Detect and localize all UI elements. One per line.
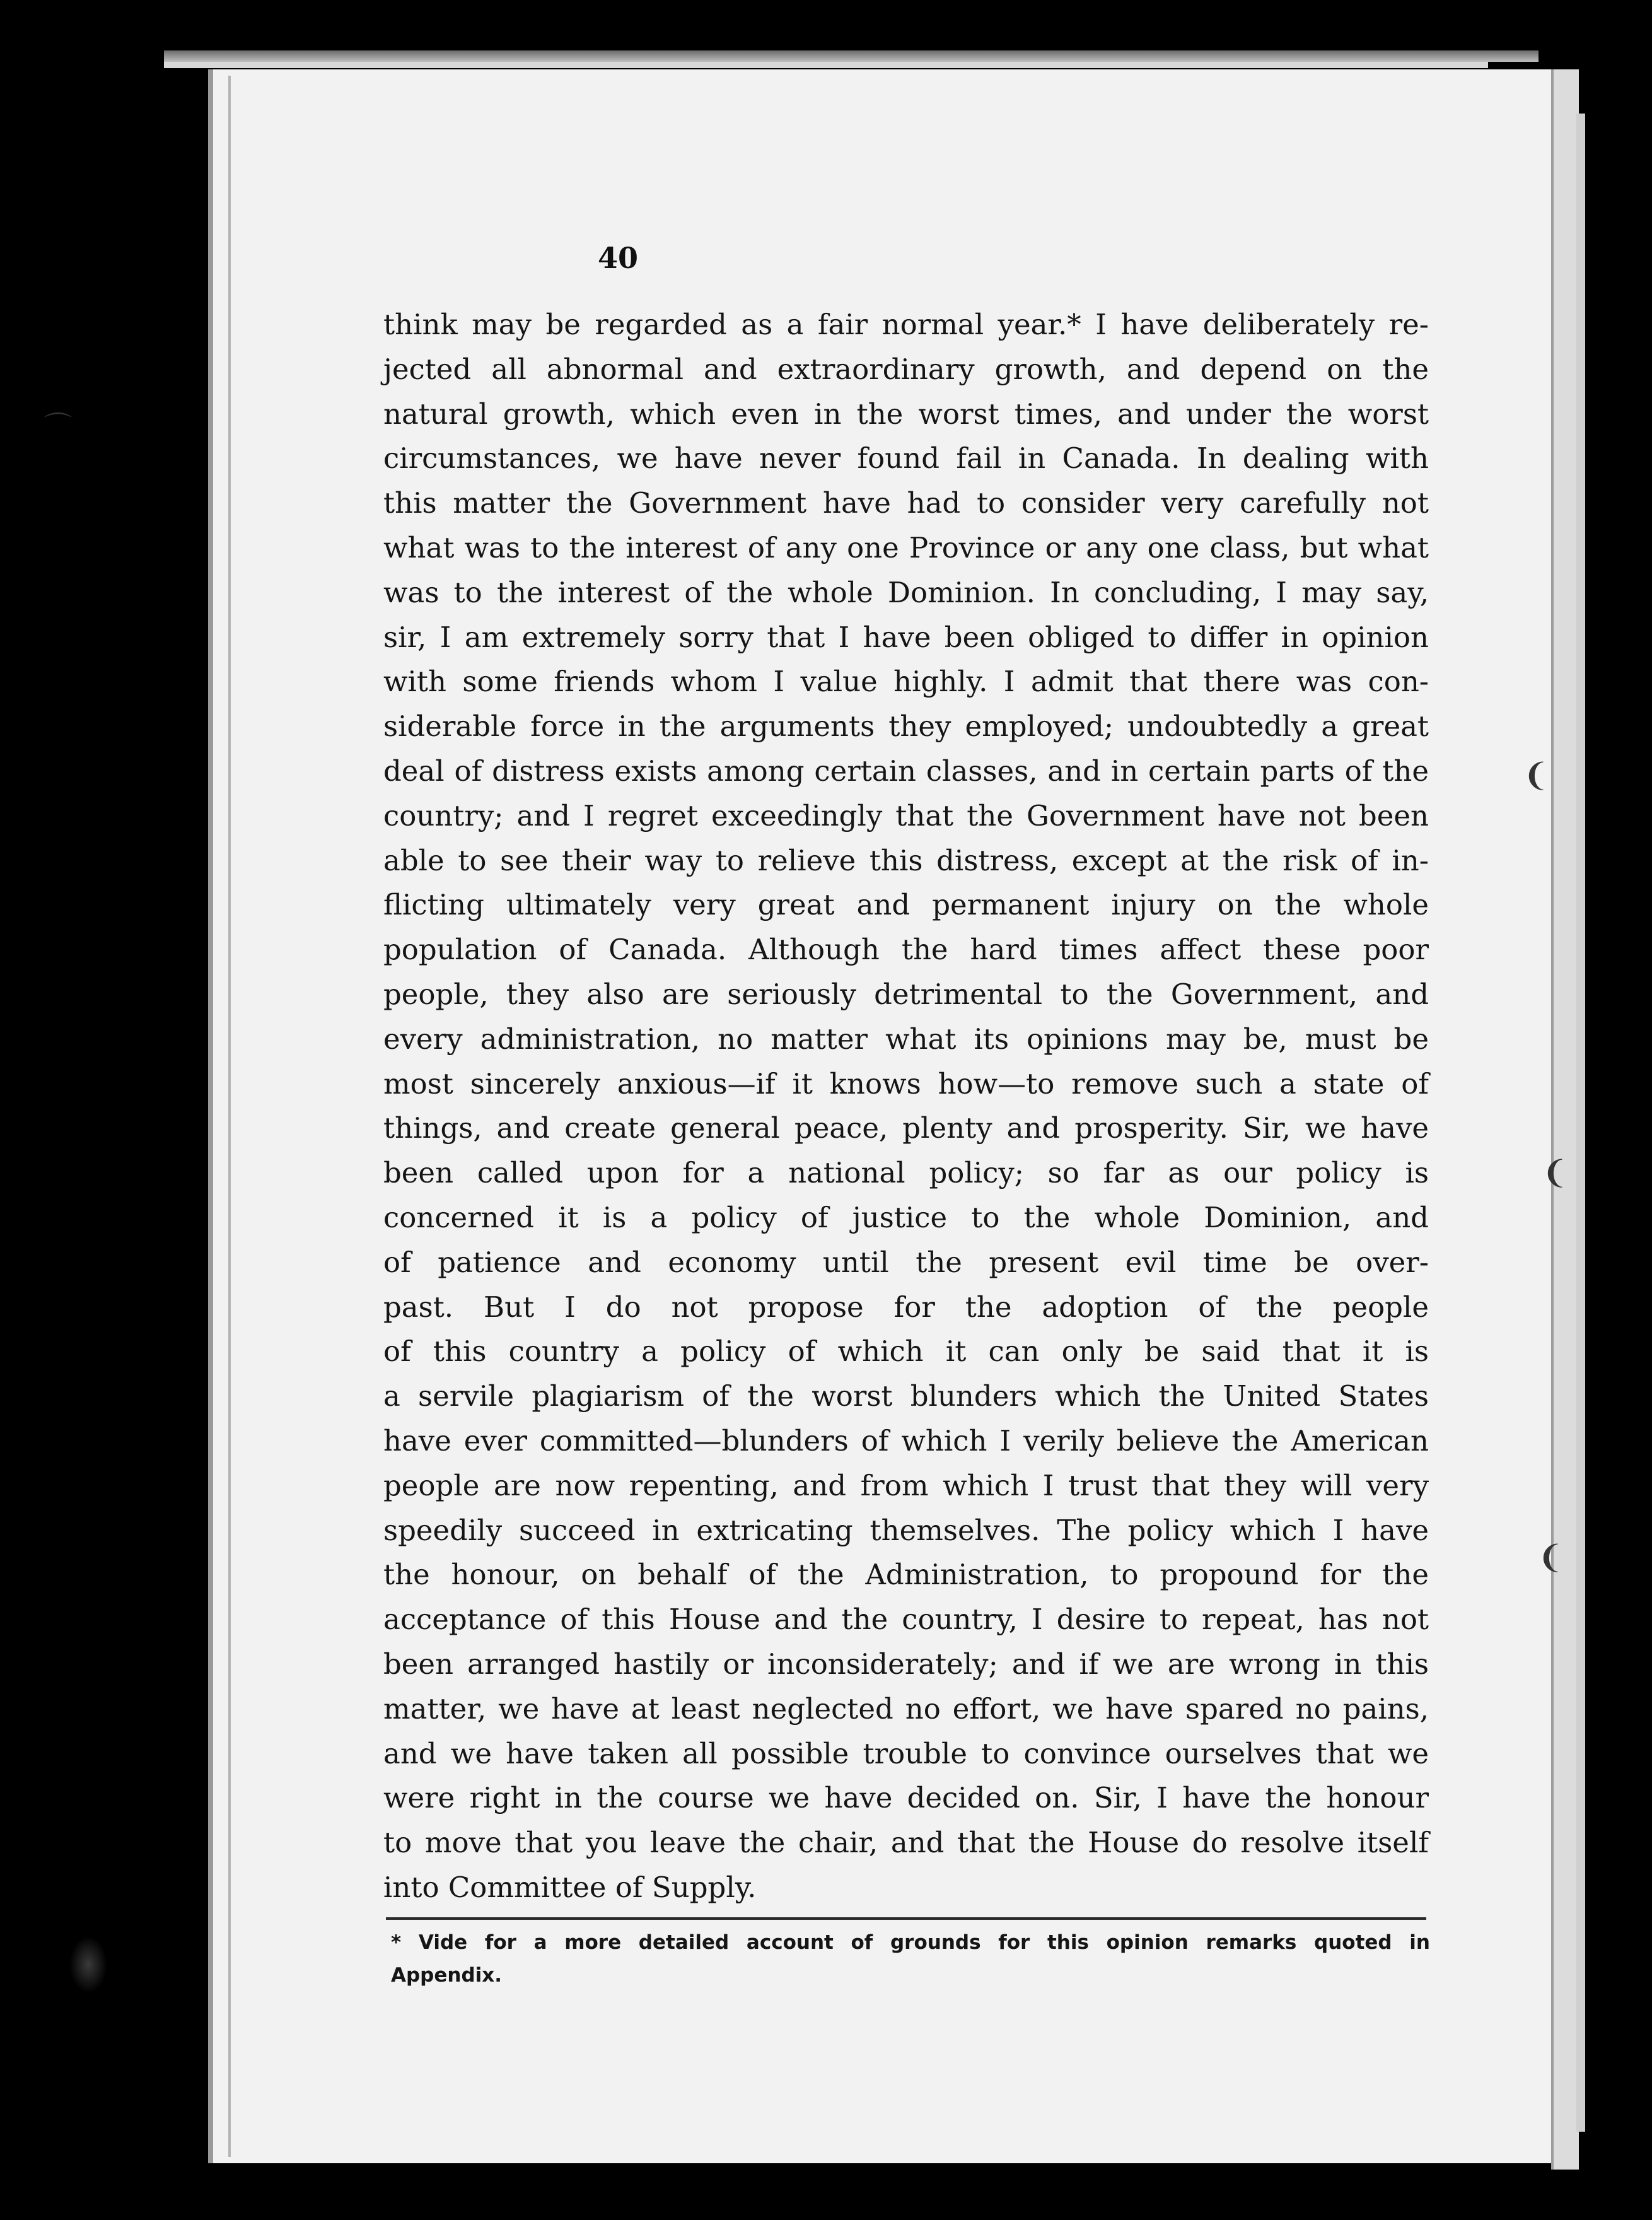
book-binding-edge xyxy=(164,50,1539,62)
text-line: into Committee of Supply. xyxy=(383,1870,757,1904)
text-line: of this country a policy of which it can only be said that it is xyxy=(383,1335,1429,1369)
text-line: able to see their way to relieve this distress, except at the risk of in- xyxy=(383,843,1429,877)
text-line: concerned it is a policy of justice to the whole Dominion, and xyxy=(383,1200,1429,1234)
margin-mark-left: ⌒ xyxy=(44,411,72,443)
text-line: population of Canada. Although the hard times affect these poor xyxy=(383,933,1429,967)
text-line: most sincerely anxious—if it knows how—to remove such a state of xyxy=(383,1066,1429,1101)
text-line: to move that you leave the chair, and that the House do resolve itself xyxy=(383,1826,1429,1860)
text-line: were right in the course we have decided on. Sir, I have the honour xyxy=(383,1781,1429,1815)
page-right-edge-shadow xyxy=(1576,114,1585,2132)
text-line: what was to the interest of any one Province or any one class, but what xyxy=(383,530,1429,564)
text-line: people, they also are seriously detrimental to the Government, and xyxy=(383,977,1429,1011)
footnote-line: * Vide for a more detailed account of grounds for this opinion remarks quoted in xyxy=(391,1931,1430,1954)
page-gutter-line xyxy=(228,76,231,2157)
margin-mark-right-2: ❨ xyxy=(1542,1154,1568,1191)
text-line: think may be regarded as a fair normal year.* I have deliberately re- xyxy=(383,308,1429,341)
text-line: deal of distress exists among certain classes, and in certain parts of the xyxy=(383,754,1429,788)
margin-mark-right-1: ❨ xyxy=(1523,757,1549,793)
text-line: sir, I am extremely sorry that I have been obliged to differ in opinion xyxy=(383,620,1429,654)
margin-mark-right-3: ❨ xyxy=(1537,1539,1564,1575)
book-binding-edge-inner xyxy=(164,62,1488,68)
text-line: the honour, on behalf of the Administration, to propound for the xyxy=(383,1558,1429,1592)
text-line: people are now repenting, and from which I trust that they will very xyxy=(383,1468,1429,1502)
text-line: with some friends whom I value highly. I admit that there was con- xyxy=(383,665,1429,699)
text-line: acceptance of this House and the country, I desire to repeat, has not xyxy=(383,1603,1429,1637)
footnote-line: Appendix. xyxy=(391,1964,503,1987)
text-line: jected all abnormal and extraordinary growth, and depend on the xyxy=(383,352,1429,386)
text-line: past. But I do not propose for the adoption of the people xyxy=(383,1290,1429,1324)
text-line: a servile plagiarism of the worst blunders which the United States xyxy=(383,1379,1429,1413)
page-number: 40 xyxy=(597,241,638,275)
text-line: flicting ultimately very great and permanent injury on the whole xyxy=(383,888,1429,922)
text-line: every administration, no matter what its opinions may be, must be xyxy=(383,1022,1429,1056)
text-line: been arranged hastily or inconsiderately; and if we are wrong in this xyxy=(383,1647,1429,1681)
text-line: country; and I regret exceedingly that the Government have not been xyxy=(383,798,1429,833)
body-text xyxy=(383,303,1429,1910)
text-line: speedily succeed in extricating themselves. The policy which I have xyxy=(383,1513,1429,1547)
page-right-edge xyxy=(1551,69,1579,2170)
text-line: siderable force in the arguments they employed; undoubtedly a great xyxy=(383,710,1429,744)
text-line: matter, we have at least neglected no effort, we have spared no pains, xyxy=(383,1691,1429,1726)
text-line: things, and create general peace, plenty and prosperity. Sir, we have xyxy=(383,1111,1429,1145)
text-line: natural growth, which even in the worst times, and under the worst xyxy=(383,397,1429,431)
text-line: have ever committed—blunders of which I verily believe the American xyxy=(383,1423,1429,1458)
scan-smudge xyxy=(69,1936,107,1993)
text-line: been called upon for a national policy; so far as our policy is xyxy=(383,1156,1429,1190)
text-line: this matter the Government have had to consider very carefully not xyxy=(383,486,1429,520)
text-line: of patience and economy until the present evil time be over- xyxy=(383,1245,1429,1279)
footnote-rule xyxy=(386,1917,1426,1920)
text-line: and we have taken all possible trouble to convince ourselves that we xyxy=(383,1736,1429,1770)
footnote xyxy=(391,1926,1430,1992)
text-line: circumstances, we have never found fail in Canada. In dealing with xyxy=(383,441,1429,476)
text-line: was to the interest of the whole Dominion. In concluding, I may say, xyxy=(383,575,1429,609)
